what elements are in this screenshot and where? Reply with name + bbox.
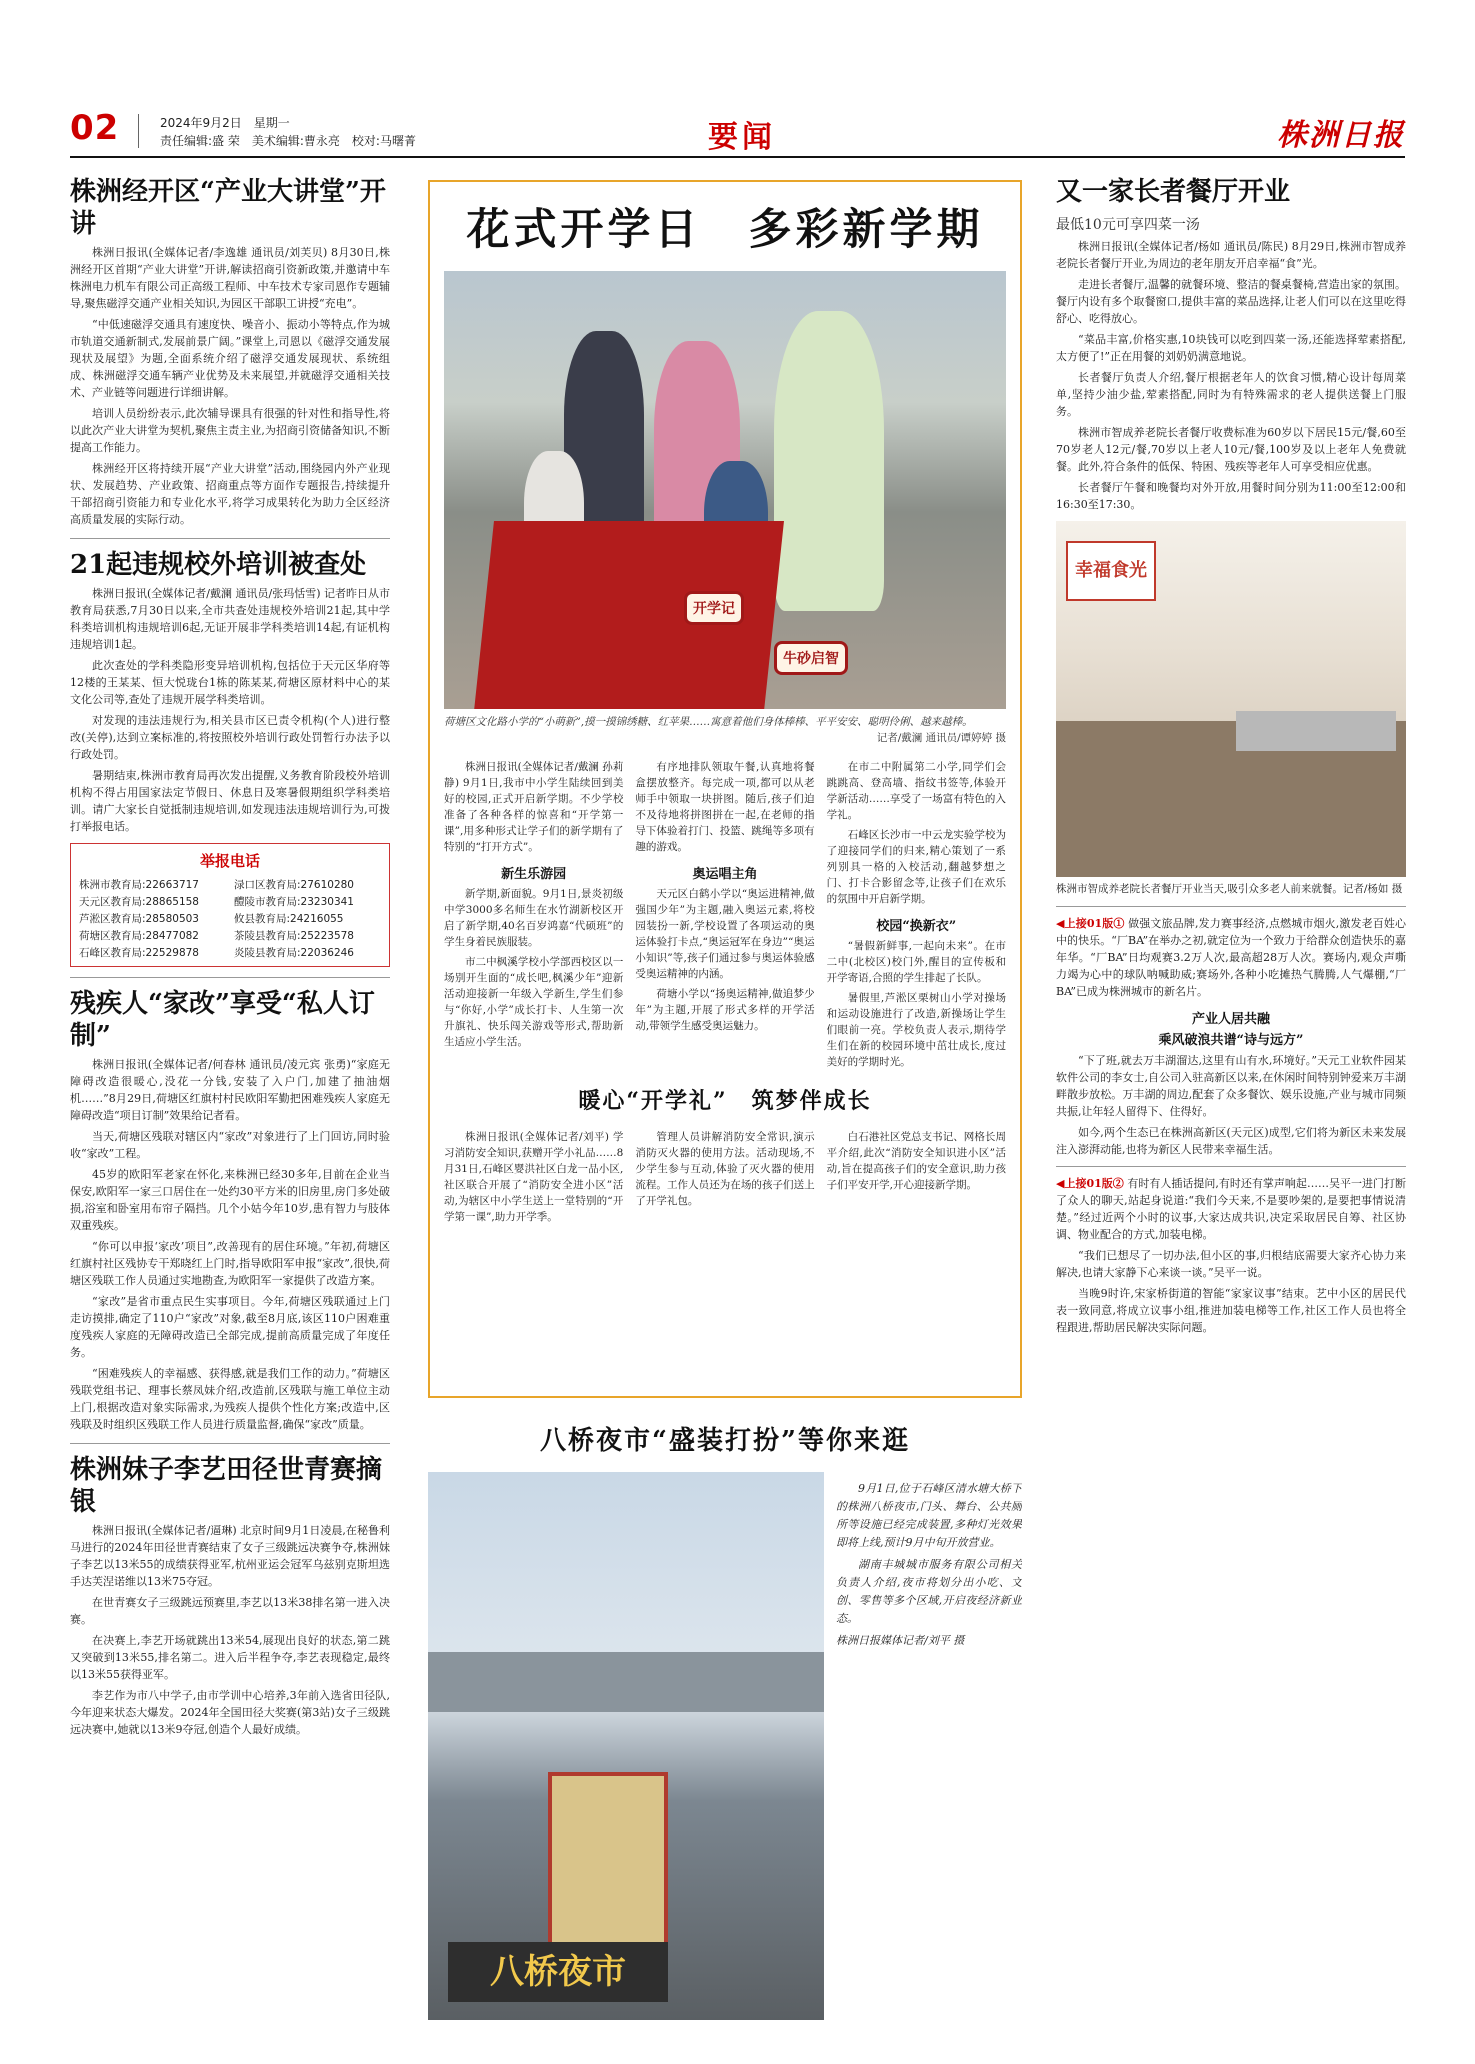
- canteen-sign: 幸福食光: [1066, 541, 1156, 601]
- hotline-entry: 天元区教育局:28865158: [79, 896, 199, 908]
- editor-credits: 责任编辑:盛 荣 美术编辑:曹永亮 校对:马曙菁: [160, 134, 416, 148]
- page-number: 02: [70, 108, 120, 148]
- feature-box: [428, 180, 1022, 1398]
- photo-credit: 记者/戴澜 通讯员/谭婷婷 摄: [876, 732, 1006, 744]
- article-paragraph: 长者餐厅午餐和晚餐均对外开放,用餐时间分别为11:00至12:00和16:30至17:30。: [1056, 481, 1406, 511]
- hotline-entry: 茶陵县教育局:25223578: [234, 930, 354, 942]
- article-paragraph: 株洲日报讯(全媒体记者/逼琳) 北京时间9月1日凌晨,在秘鲁利马进行的2024年田径世青赛结束了女子三级跳远决赛争夺,株洲妹子李艺以13米55的成绩获得亚军,杭州亚运会冠军乌兹别克斯坦选手达芙涅诺维以13米75夺冠。: [70, 1524, 390, 1588]
- article-training: [70, 549, 390, 967]
- article-paragraph: “困难残疾人的幸福感、获得感,就是我们工作的动力。”荷塘区残联党组书记、理事长蔡凤妹介绍,改造前,区残联与施工单位主动上门,根据改造对象实际需求,为残疾人提供个性化方案;改造中,区残联及时组织区残联工作人员进行质量监督,确保“家改”质量。: [70, 1367, 390, 1431]
- continued-article-2: [1056, 1175, 1406, 1336]
- masthead-divider: [138, 114, 139, 148]
- article-paragraph: 暑假里,芦淞区栗树山小学对操场和运动设施进行了改造,新操场让学生们眼前一亮。学校负责人表示,期待学生们在新的校园环境中茁壮成长,度过美好的学期时光。: [826, 992, 1006, 1068]
- article-paragraph: 走进长者餐厅,温馨的就餐环境、整洁的餐桌餐椅,营造出家的氛围。餐厅内设有多个取餐窗口,提供丰富的菜品选择,让老人们可以在这里吃得舒心、吃得放心。: [1056, 278, 1406, 325]
- article-paragraph: 市二中枫溪学校小学部西校区以一场别开生面的“成长吧,枫溪少年”迎新活动迎接新一年级入学新生,学生们参与“你好,小学”成长打卡、人生第一次升旗礼、快乐闯关游戏等形式,帮助新生适应小学生活。: [444, 956, 624, 1048]
- article-paragraph: 有时有人插话提问,有时还有掌声响起……吴平一进门打断了众人的聊天,站起身说道:“我们今天来,不是要吵架的,是要把事情说清楚。”经过近两个小时的议事,大家达成共识,决定采取居民自筹、社区协调、物业配合的方式,加装电梯。: [1056, 1177, 1406, 1241]
- divider: [70, 538, 390, 539]
- feature-column: [444, 755, 623, 1070]
- article-paragraph: “家改”是省市重点民生实事项目。今年,荷塘区残联通过上门走访摸排,确定了110户“家改”对象,截至8月底,该区110户困难重度残疾人家庭的无障碍改造已全部完成,提前高质量完成了年度任务。: [70, 1295, 390, 1359]
- feature-columns: [444, 755, 1006, 1070]
- article-title: 株洲经开区“产业大讲堂”开讲: [70, 177, 386, 239]
- article-paragraph: 株洲日报讯(全媒体记者/戴澜 孙莉静) 9月1日,我市中小学生陆续回到美好的校园,正式开启新学期。不少学校准备了各种各样的惊喜和“开学第一课”,用多种形式让学子们的新学期有了特别的“打开方式”。: [444, 761, 624, 853]
- article-paragraph: 株洲日报讯(全媒体记者/戴澜 通讯员/张玛恬雪) 记者昨日从市教育局获悉,7月30日以来,全市共查处违规校外培训21起,其中学科类培训机构违规培训6起,无证开展非学科类培训14起,有证机构违规培训1起。: [70, 587, 390, 651]
- article-paragraph: 新学期,新面貌。9月1日,景炎初级中学3000多名师生在水竹湖新校区开启了新学期,40名百岁鸿嘉“代硕班”的学生身着民族服装。: [444, 888, 624, 948]
- continued-marker: ◀上接01版②: [1056, 1177, 1124, 1190]
- article-paragraph: 株洲经开区将持续开展“产业大讲堂”活动,围绕园内外产业现状、发展趋势、产业政策、招商重点等方面作专题报告,持续提升干部招商引资能力和专业化水平,将学习成果转化为助力全区经济高质量发展的实际行动。: [70, 462, 390, 526]
- photo-sign: 开学记: [684, 591, 744, 625]
- night-market-article: [428, 1420, 1022, 2040]
- article-paragraph: 李艺作为市八中学子,由市学训中心培养,3年前入选省田径队,今年迎来状态大爆发。2024年全国田径大奖赛(第3站)女子三级跳远决赛中,她就以13米9夺冠,创造个人最好成绩。: [70, 1689, 390, 1736]
- article-paragraph: “菜品丰富,价格实惠,10块钱可以吃到四菜一汤,还能选择荤素搭配,太方便了!”正在用餐的刘奶奶满意地说。: [1056, 333, 1406, 363]
- article-paragraph: 当晚9时许,宋家桥街道的智能“家家议事”结束。艺中小区的居民代表一致同意,将成立议事小组,推进加装电梯等工作,社区工作人员也将全程跟进,帮助居民解决实际问题。: [1056, 1287, 1406, 1334]
- article-paragraph: “你可以申报‘家改’项目”,改善现有的居住环境。”年初,荷塘区红旗村社区残协专干郑晓红上门时,指导欧阳军申报“家改”,很快,荷塘区残联工作人员通过实地勘查,为欧阳军一家提供了改造方案。: [70, 1240, 390, 1287]
- section-subhead: 校园“换新衣”: [876, 919, 957, 934]
- article-athlete: [70, 1454, 390, 1738]
- article-paragraph: 对发现的违法违规行为,相关县市区已责令机构(个人)进行整改(关停),达到立案标准的,将按照校外培训行政处罚暂行办法予以行政处罚。: [70, 714, 390, 761]
- article-paragraph: 株洲日报讯(全媒体记者/李逸雄 通讯员/刘芙贝) 8月30日,株洲经开区首期“产业大讲堂”开讲,解读招商引资新政策,并邀请中车株洲电力机车有限公司正高级工程师、中车技术专家司恩作专题辅导,聚焦磁浮交通产业相关知识,为园区干部职工讲授“充电”。: [70, 246, 390, 310]
- article-paragraph: 暑期结束,株洲市教育局再次发出提醒,义务教育阶段校外培训机构不得占用国家法定节假日、休息日及寒暑假期组织学科类培训。请广大家长自觉抵制违规培训,如发现违法违规培训行为,可拨打举报电话。: [70, 769, 390, 833]
- article-paragraph: “暑假新鲜事,一起向未来”。在市二中(北校区)校门外,醒目的宣传板和开学寄语,合照的学生排起了长队。: [826, 940, 1006, 984]
- feature-column: [635, 1125, 814, 1225]
- person-figure: [774, 311, 884, 611]
- right-column: [1056, 176, 1406, 2036]
- article-paragraph: 在世青赛女子三级跳远预赛里,李艺以13米38排名第一进入决赛。: [70, 1596, 390, 1626]
- article-title: 21起违规校外培训被查处: [70, 550, 367, 580]
- feature-column: [444, 1125, 623, 1225]
- hotline-entry: 荷塘区教育局:28477082: [79, 930, 199, 942]
- article-paragraph: 此次查处的学科类隐形变异培训机构,包括位于天元区华府等12楼的王某某、恒大悦珑台1栋的陈某某,荷塘区原材料中心的某文化公司等,查处了违规开展学科类培训。: [70, 659, 390, 706]
- hotline-entry: 醴陵市教育局:23230341: [234, 896, 354, 908]
- night-market-photo: [428, 1472, 824, 2020]
- article-paragraph: 白石港社区党总支书记、网格长周平介绍,此次“消防安全知识进小区”活动,旨在提高孩子们的安全意识,助力孩子们平安开学,开心迎接新学期。: [826, 1131, 1006, 1191]
- article-paragraph: 9月1日,位于石峰区清水塘大桥下的株洲八桥夜市,门头、舞台、公共厕所等设施已经完成装置,多种灯光效果即将上线,预计9月中旬开放营业。: [836, 1482, 1022, 1549]
- article-paragraph: 在市二中附属第二小学,同学们会跳跳高、登高墙、指纹书签等,体验开学新活动……享受了一场富有特色的入学礼。: [826, 761, 1006, 821]
- gate-shape: [548, 1772, 668, 1952]
- section-subhead: 新生乐游园: [501, 867, 567, 882]
- article-paragraph: 如今,两个生态已在株洲高新区(天元区)成型,它们将为新区未来发展注入澎湃动能,也将为新区人民带来幸福生活。: [1056, 1126, 1406, 1156]
- photo-credit: 株洲日报媒体记者/刘平 摄: [836, 1634, 965, 1647]
- photo-caption: 荷塘区文化路小学的“小萌新”,摸一摸锦绣糖、红苹果……寓意着他们身体棒棒、平平安安、聪明伶俐、越来越棒。: [444, 716, 973, 728]
- article-subtitle: 最低10元可享四菜一汤: [1056, 217, 1200, 233]
- masthead: [70, 108, 1405, 158]
- issue-date: 2024年9月2日 星期一: [160, 116, 290, 130]
- photo-sign: 牛砂启智: [774, 641, 848, 675]
- divider: [70, 1443, 390, 1444]
- divider: [70, 977, 390, 978]
- article-paragraph: 在决赛上,李艺开场就跳出13米54,展现出良好的状态,第二跳又突破到13米55,排名第二。进入后半程争夺,李艺表现稳定,最终以13米55获得亚军。: [70, 1634, 390, 1681]
- article-title: 残疾人“家改”享受“私人订制”: [70, 989, 375, 1051]
- section-subhead: 奥运唱主角: [692, 867, 758, 882]
- bridge-shape: [428, 1652, 824, 1712]
- article-elder-canteen: [1056, 176, 1406, 898]
- continued-article-1: [1056, 915, 1406, 1158]
- hotline-entry: 渌口区教育局:27610280: [234, 879, 354, 891]
- article-paragraph: 天元区白鹤小学以“奥运进精神,做强国少年”为主题,融入奥运元素,将校园装扮一新,学校设置了各项运动的奥运体验打卡点,“奥运冠军在身边”“奥运小知识”等,孩子们通过参与奥运体验感受奥运精神的内涵。: [635, 888, 815, 980]
- school-opening-photo: [444, 271, 1006, 709]
- article-paragraph: 石峰区长沙市一中云龙实验学校为了迎接同学们的归来,精心策划了一系列别具一格的入校活动,翻越梦想之门、打卡合影留念等,让孩子们在欢乐的氛围中开启新学期。: [826, 829, 1006, 905]
- article-paragraph: “我们已想尽了一切办法,但小区的事,归根结底需要大家齐心协力来解决,也请大家静下心来谈一谈。”吴平一说。: [1056, 1249, 1406, 1279]
- article-title: 株洲妹子李艺田径世青赛摘银: [70, 1455, 383, 1517]
- article-paragraph: “下了班,就去万丰湖溜达,这里有山有水,环境好。”天元工业软件园某软件公司的李女士,自公司入驻高新区以来,在休闲时间特别钟爱来万丰湖畔散步放松。万丰湖的周边,配套了众多餐饮、娱乐设施,产业与城市同频共振,让年轻人留得下、住得好。: [1056, 1054, 1406, 1118]
- article-paragraph: 株洲市智成养老院长者餐厅收费标准为60岁以下居民15元/餐,60至70岁老人12元/餐,70岁以上老人10元/餐,100岁及以上老年人免费就餐。此外,符合条件的低保、特困、残疾等老年人可享受相应优惠。: [1056, 426, 1406, 473]
- article-industry-lecture: [70, 176, 390, 528]
- divider: [1056, 1166, 1406, 1167]
- feature-title: 花式开学日 多彩新学期: [466, 205, 984, 255]
- article-title: 八桥夜市“盛装打扮”等你来逛: [540, 1426, 910, 1456]
- article-paragraph: 株洲日报讯(全媒体记者/刘平) 学习消防安全知识,获赠开学小礼品……8月31日,石峰区婴洪社区白龙一品小区,社区联合开展了“消防安全进小区”活动,为辖区中小学生送上一堂特别的“开学第一课”,助力开学季。: [444, 1131, 624, 1223]
- article-title: 又一家长者餐厅开业: [1056, 177, 1291, 207]
- section-title: 要闻: [708, 120, 776, 155]
- section-subhead: 产业人居共融: [1191, 1012, 1270, 1027]
- article-paragraph: 湖南丰城城市服务有限公司相关负责人介绍,夜市将划分出小吃、文创、零售等多个区域,开启夜经济新业态。: [836, 1558, 1022, 1625]
- feature-column: [827, 1125, 1006, 1225]
- article-paragraph: 做强文旅品牌,发力赛事经济,点燃城市烟火,激发老百姓心中的快乐。“厂BA”在举办之初,就定位为一个致力于给群众创造快乐的嘉年华。“厂BA”日均观赛3.2万人次,最高超28万人次。赛场内,观众声嘶力竭为心中的球队呐喊助威;赛场外,各种小吃摊热气腾腾,人气爆棚,“厂BA”已成为株洲城市的新名片。: [1056, 917, 1406, 998]
- article-paragraph: 荷塘小学以“扬奥运精神,做追梦少年”为主题,开展了形式多样的开学活动,带领学生感受奥运魅力。: [635, 988, 815, 1032]
- canteen-photo: [1056, 521, 1406, 877]
- night-market-sign: 八桥夜市: [448, 1942, 668, 2002]
- article-paragraph: 培训人员纷纷表示,此次辅导课具有很强的针对性和指导性,将以此次产业大讲堂为契机,聚焦主责主业,为招商引资储备知识,不断提高工作能力。: [70, 407, 390, 454]
- feature-column: [635, 755, 814, 1070]
- article-paragraph: 当天,荷塘区残联对辖区内“家改”对象进行了上门回访,同时验收“家改”工程。: [70, 1130, 390, 1160]
- article-paragraph: “中低速磁浮交通具有速度快、噪音小、振动小等特点,作为城市轨道交通新制式,发展前景广阔。”课堂上,司恩以《磁浮交通发展现状及展望》为题,全面系统介绍了磁浮交通发展现状、系统组成、株洲磁浮交通车辆产业优势及未来展望,并就磁浮交通相关技术、产业链等问题进行详细讲解。: [70, 318, 390, 399]
- article-paragraph: 株洲日报讯(全媒体记者/何春林 通讯员/凌元宾 张勇)“家庭无障碍改造很暖心,没花一分钱,安装了入户门,加建了抽油烟机……”8月29日,荷塘区红旗村村民欧阳军勤把困难残疾人家庭无障碍改造“项目订制”效果给记者看。: [70, 1058, 390, 1122]
- feature-column: [827, 755, 1006, 1070]
- article-paragraph: 有序地排队领取午餐,认真地将餐盒摆放整齐。每完成一项,都可以从老师手中领取一块拼图。随后,孩子们迫不及待地将拼图拼在一起,在老师的指导下体验着打门、投篮、跳绳等多项有趣的游戏。: [635, 761, 815, 853]
- section-subhead: 乘风破浪共谱“诗与远方”: [1158, 1033, 1304, 1048]
- article-paragraph: 长者餐厅负责人介绍,餐厅根据老年人的饮食习惯,精心设计每周菜单,坚持少油少盐,荤素搭配,同时为有特殊需求的老人提供送餐上门服务。: [1056, 371, 1406, 418]
- article-paragraph: 45岁的欧阳军老家在怀化,来株洲已经30多年,目前在企业当保安,欧阳军一家三口居住在一处约30平方米的旧房里,房门多处破损,浴室和卧室用布帘子隔挡。几个小姑今年10岁,患有智力与肢体双重残疾。: [70, 1168, 390, 1232]
- hotline-title: 举报电话: [199, 852, 260, 870]
- hotline-list: [79, 877, 381, 960]
- left-column: [70, 176, 390, 2036]
- hotline-entry: 芦淞区教育局:28580503: [79, 913, 199, 925]
- serving-counter: [1236, 711, 1396, 751]
- hotline-entry: 株洲市教育局:22663717: [79, 879, 199, 891]
- hotline-entry: 石峰区教育局:22529878: [79, 947, 199, 959]
- warm-gift-columns: [444, 1125, 1006, 1225]
- warm-gift-title: 暖心“开学礼” 筑梦伴成长: [578, 1088, 872, 1114]
- night-market-text: [836, 1476, 1022, 1650]
- photo-caption: 株洲市智成养老院长者餐厅开业当天,吸引众多老人前来就餐。记者/杨如 摄: [1056, 883, 1403, 895]
- article-home-renovation: [70, 988, 390, 1433]
- hotline-entry: 炎陵县教育局:22036246: [234, 947, 354, 959]
- hotline-entry: 攸县教育局:24216055: [234, 913, 344, 925]
- article-paragraph: 管理人员讲解消防安全常识,演示消防灭火器的使用方法。活动现场,不少学生参与互动,体验了灭火器的使用流程。工作人员还为在场的孩子们送上了开学礼包。: [635, 1131, 815, 1207]
- divider: [1056, 906, 1406, 907]
- article-paragraph: 株洲日报讯(全媒体记者/杨如 通讯员/陈民) 8月29日,株洲市智成养老院长者餐厅开业,为周边的老年朋友开启幸福“食”光。: [1056, 240, 1406, 270]
- paper-logo: 株洲日报: [1277, 118, 1405, 153]
- hotline-box: [70, 843, 390, 967]
- continued-marker: ◀上接01版①: [1056, 917, 1125, 930]
